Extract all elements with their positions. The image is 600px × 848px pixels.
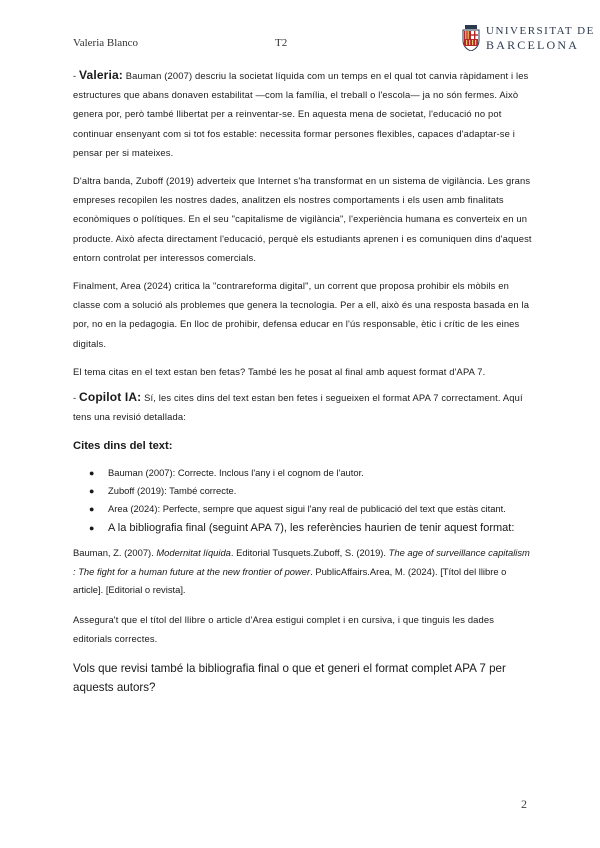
cites-heading: Cites dins del text:: [73, 440, 173, 453]
university-wordmark: [486, 24, 595, 52]
paragraph-copilot-reply: [73, 388, 533, 426]
header-author: Valeria Blanco: [73, 37, 139, 49]
list-item: ● Bauman (2007): Correcte. Inclous l'any i el cognom de l'autor.: [73, 464, 533, 482]
bullet-icon: ●: [89, 486, 95, 497]
speaker-label: Copilot IA:: [79, 390, 142, 405]
logo-line-1: UNIVERSITAT DE: [486, 25, 595, 37]
bullet-icon: ●: [89, 504, 95, 515]
paragraph-question: El tema citas en el text estan ben fetas? També les he posat al final amb aquest format d'APA 7.: [73, 365, 486, 377]
paragraph-zuboff: D'altra banda, Zuboff (2019) adverteix que Internet s'ha transformat en un sistema de vigilància. Les grans empreses recopilen les nostres dades, analitzen els nostres comportaments i els usen amb finalitats econòmiques o polítiques. En el seu "capitalisme de vigilància", l'experiència humana es converteix en un producte. Això afecta directament l'educació, perquè els estudiants aprenen i es comuniquen dins d'aquest entorn controlat per interessos comercials.: [73, 175, 532, 263]
paragraph-valeria-bauman: [73, 66, 533, 162]
list-item: ● Zuboff (2019): També correcte.: [73, 482, 533, 500]
page-number: 2: [521, 797, 527, 811]
cites-list: [73, 464, 533, 538]
paragraph-text: Sí, les cites dins del text estan ben fetes i segueixen el format APA 7 correctament. Aquí tens una revisió detallada:: [73, 392, 523, 423]
dash: -: [73, 392, 80, 404]
paragraph-advice: Assegura't que el títol del llibre o article d'Area estigui complet i en cursiva, i que tinguis les dades editorials correctes.: [73, 613, 495, 645]
bullet-icon: ●: [89, 523, 95, 534]
header-doc-code: T2: [275, 37, 288, 49]
university-logo: [462, 24, 595, 52]
paragraph-final-question: Vols que revisi també la bibliografia final o que et generi el format complet APA 7 per aquests autors?: [73, 662, 506, 694]
dash: -: [73, 70, 80, 81]
logo-line-2: BARCELONA: [486, 38, 580, 52]
references-block: Bauman, Z. (2007). Modernitat líquida. Editorial Tusquets.Zuboff, S. (2019). The age of surveillance capitalism : The fight for a human future at the new frontier of power. PublicAffairs.Area, M. (2024). [Títol del llibre o article]. [Editorial o revista].: [73, 547, 530, 596]
bullet-icon: ●: [89, 468, 95, 479]
speaker-label: Valeria:: [79, 68, 123, 82]
paragraph-area: Finalment, Area (2024) critica la "contrareforma digital", un corrent que proposa prohibir els mòbils en classe com a solució als problemes que genera la tecnologia. Per a ell, això és una resposta basada en la por, no en la pedagogia. En lloc de prohibir, defensa educar en l'ús responsable, ètic i crític de les eines digitals.: [73, 280, 530, 349]
university-crest-icon: [462, 25, 480, 51]
list-item: ● Area (2024): Perfecte, sempre que aquest sigui l'any real de publicació del text que estàs citant.: [73, 500, 533, 518]
list-item: ● A la bibliografia final (seguint APA 7), les referències haurien de tenir aquest format:: [73, 518, 533, 538]
document-body: [73, 66, 533, 697]
paragraph-text: Bauman (2007) descriu la societat líquida com un temps en el qual tot canvia ràpidament i les estructures que abans donaven estabilitat —com la família, el treball o l'escola— ja no són fermes. Això genera por, però també llibertat per a reinventar-se. En aquesta mena de societat, l'educació no pot continuar ensenyant com si tot fos estable: necessita formar persones flexibles, capaces d'adaptar-se i pensar per si mateixes.: [73, 70, 529, 158]
